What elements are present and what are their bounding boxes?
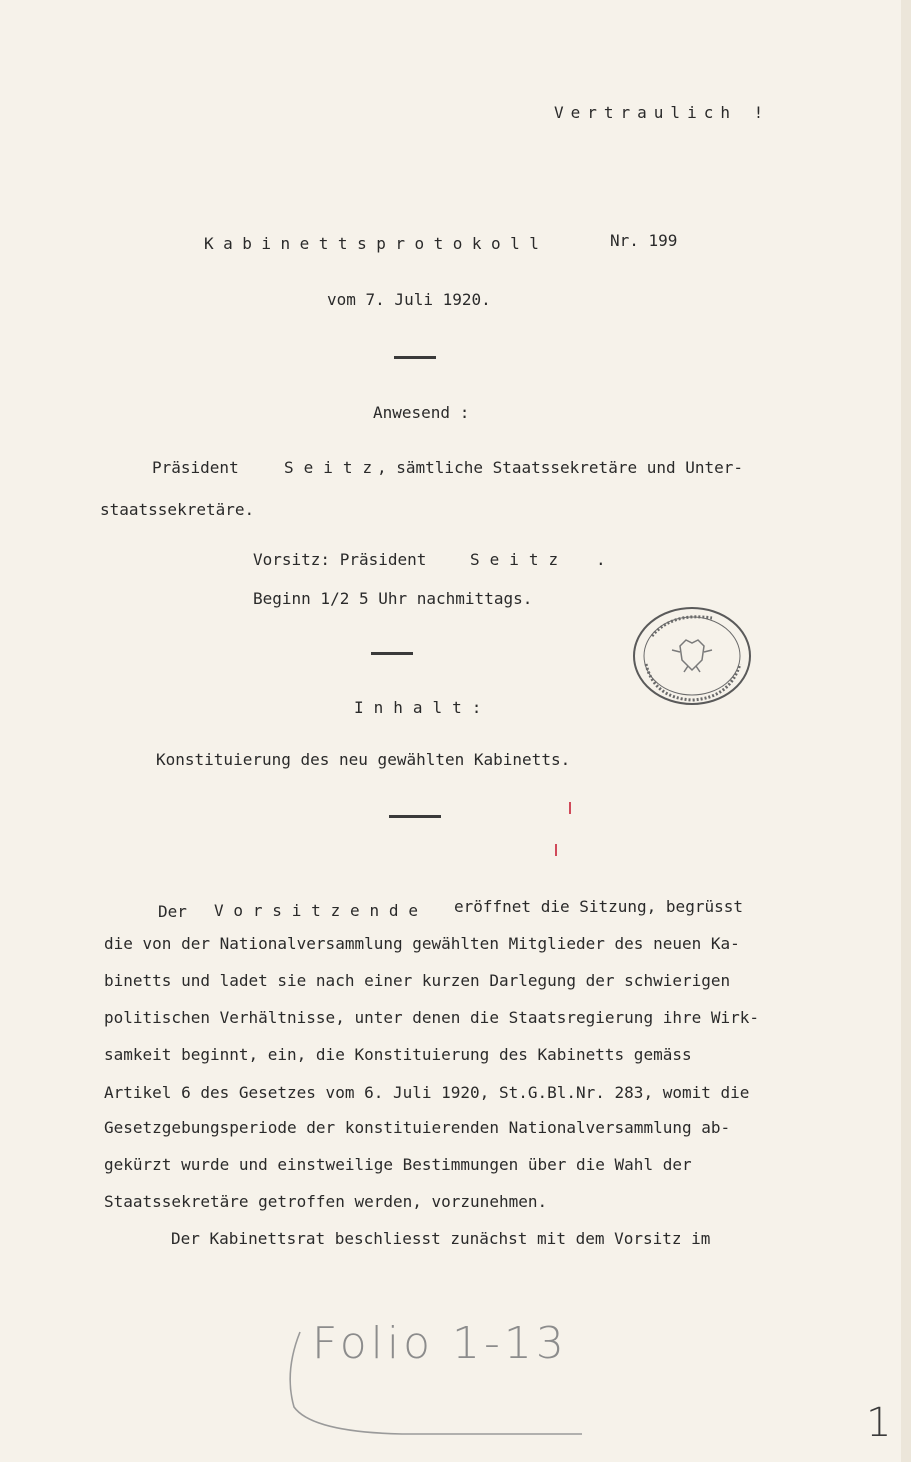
body-opening: eröffnet die Sitzung, begrüsst bbox=[454, 897, 743, 916]
folio-annotation: Folio 1-13 bbox=[312, 1318, 568, 1369]
separator-dash bbox=[394, 356, 436, 359]
body-paragraph-2: Der Kabinettsrat beschliesst zunächst mit dem Vorsitz im bbox=[171, 1229, 711, 1248]
confidential-mark: Vertraulich ! bbox=[554, 103, 771, 122]
red-mark bbox=[555, 844, 557, 856]
contents-item: Konstituierung des neu gewählten Kabinetts. bbox=[156, 750, 571, 769]
chair-end: . bbox=[596, 550, 606, 569]
meeting-start: Beginn 1/2 5 Uhr nachmittags. bbox=[253, 589, 533, 608]
red-mark bbox=[569, 802, 571, 814]
body-lead: Der bbox=[158, 902, 187, 921]
body-line: samkeit beginnt, ein, die Konstituierung des Kabinetts gemäss bbox=[104, 1045, 692, 1064]
body-line: Artikel 6 des Gesetzes vom 6. Juli 1920, St.G.Bl.Nr. 283, womit die bbox=[104, 1083, 750, 1102]
attendance-members: , sämtliche Staatssekretäre und Unter- bbox=[377, 458, 744, 477]
body-chairman: Vorsitzende bbox=[214, 901, 428, 920]
separator-dash bbox=[389, 815, 441, 818]
document-title: Kabinettsprotokoll bbox=[204, 234, 549, 253]
contents-heading: Inhalt: bbox=[354, 698, 492, 717]
body-line: Staatssekretäre getroffen werden, vorzunehmen. bbox=[104, 1192, 548, 1211]
attendance-president: Präsident bbox=[152, 458, 239, 477]
body-line: die von der Nationalversammlung gewählten Mitglieder des neuen Ka- bbox=[104, 934, 740, 953]
attendance-name: Seitz bbox=[284, 458, 383, 477]
body-line: binetts und ladet sie nach einer kurzen Darlegung der schwierigen bbox=[104, 971, 731, 990]
body-line: politischen Verhältnisse, unter denen die Staatsregierung ihre Wirk- bbox=[104, 1008, 760, 1027]
archive-stamp bbox=[632, 606, 752, 706]
attendance-line-2: staatssekretäre. bbox=[100, 500, 255, 519]
separator-dash bbox=[371, 652, 413, 655]
attendance-heading: Anwesend : bbox=[373, 403, 470, 422]
protocol-number: Nr. 199 bbox=[610, 231, 678, 250]
page-edge bbox=[901, 0, 911, 1462]
body-line: gekürzt wurde und einstweilige Bestimmungen über die Wahl der bbox=[104, 1155, 692, 1174]
body-line: Gesetzgebungsperiode der konstituierenden Nationalversammlung ab- bbox=[104, 1118, 731, 1137]
page-number: 1 bbox=[866, 1400, 892, 1446]
chair-label: Vorsitz: Präsident bbox=[253, 550, 427, 569]
chair-name: Seitz bbox=[470, 550, 569, 569]
meeting-date: vom 7. Juli 1920. bbox=[327, 290, 491, 309]
